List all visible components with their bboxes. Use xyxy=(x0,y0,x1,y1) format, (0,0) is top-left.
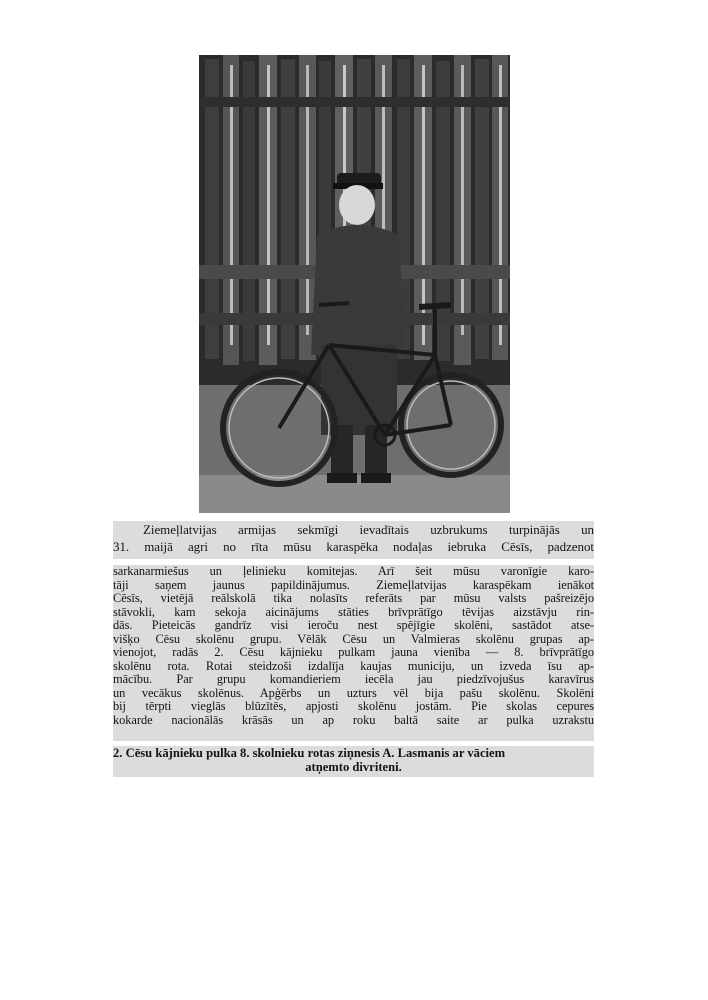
historical-photo xyxy=(199,55,510,513)
text-line: bij tērpti vieglās blūzītēs, apjosti skolēnu jostām. Pie skolas cepures xyxy=(113,699,594,713)
text-line: tāji saņem jaunus papildinājumus. Ziemeļlatvijas karaspēkam ienākot xyxy=(113,577,594,592)
text-line: 31. maijā agri no rīta mūsu karaspēka nodaļas iebruka Cēsīs, padzenot xyxy=(113,539,594,554)
text-line: skolēnu rota. Rotai steidzoši izdalīja kaujas municiju, un izveda īsu ap- xyxy=(113,658,594,673)
paragraph-main xyxy=(113,565,594,741)
photo-caption xyxy=(113,746,594,777)
text-line: un vecākus skolēnus. Apģērbs un uzturs vēl bija pašu skolēnu. Skolēni xyxy=(113,685,594,700)
text-line: kokarde nacionālās krāsās un ap roku baltā saite ar pulka uzrakstu xyxy=(113,712,594,727)
text-line: vienojot, radās 2. Cēsu kājnieku pulkam jauna vienība — 8. brīvprātīgo xyxy=(113,645,594,659)
text-line: sarkanarmiešus un ļelinieku komitejas. Arī šeit mūsu varonīgie karo- xyxy=(113,565,594,578)
text-line: dās. Pieteicās gandrīz visi ieroču nest spējīgie skolēni, sastādot atse- xyxy=(113,618,594,632)
caption-line: 2. Cēsu kājnieku pulka 8. skolnieku rotas ziņnesis A. Lasmanis ar vāciem xyxy=(113,746,506,760)
paragraph-intro xyxy=(113,521,594,559)
text-line: Ziemeļlatvijas armijas sekmīgi ievadītais uzbrukums turpinājās un xyxy=(143,522,594,537)
text-line: Cēsīs, vietējā reālskolā tika nolasīts referāts par mūsu valsts pašreizējo xyxy=(113,591,594,605)
text-line: stāvokli, kam sekoja aicinājums stāties brīvprātīgo tēvijas aizstāvju rin- xyxy=(113,604,594,619)
text-line: mācību. Par grupu komandieriem iecēla jau piedzīvojušus karavīrus xyxy=(113,672,594,686)
photo-boy-with-bicycle xyxy=(199,55,510,513)
caption-line: atņemto divriteni. xyxy=(305,760,402,774)
text-line: višķo Cēsu skolēnu grupu. Vēlāk Cēsu un Valmieras skolēnu grupas ap- xyxy=(113,631,594,646)
